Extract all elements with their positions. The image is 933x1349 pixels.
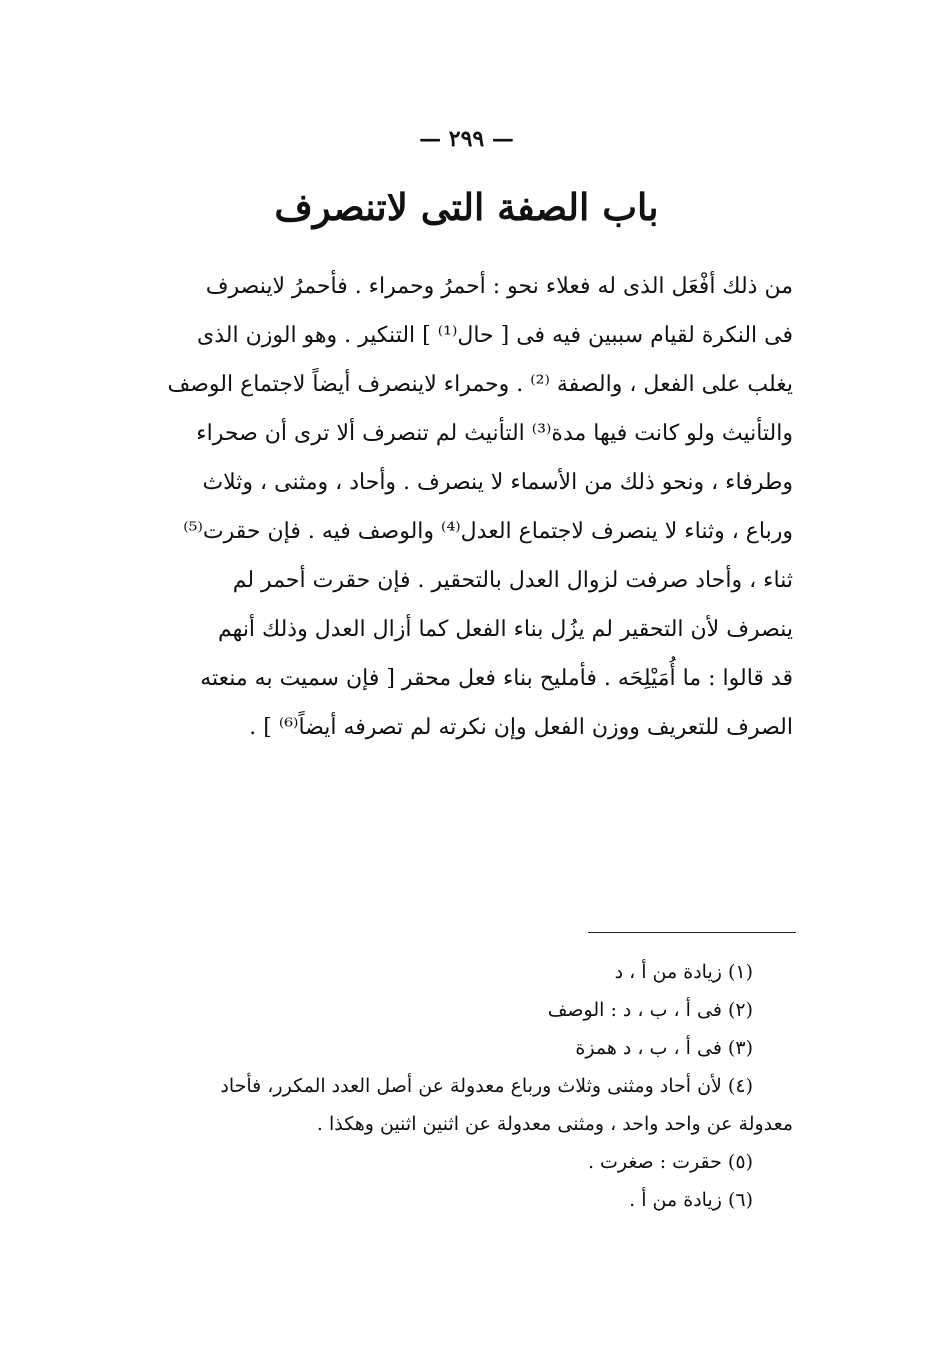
footnote-6: (٦) زيادة من أ . bbox=[629, 1189, 753, 1211]
footnote-2: (٢) فى أ ، ب ، د : الوصف bbox=[547, 999, 753, 1021]
text-line: ثناء ، وأحاد صرفت لزوال العدل بالتحقير . فإن حقرت أحمر لم bbox=[232, 568, 793, 593]
text-line: قد قالوا : ما أُمَيْلِحَه . فأمليح بناء فعل محقر [ فإن سميت به منعته bbox=[200, 666, 793, 691]
footnote-4: (٤) لأن أحاد ومثنى وثلاث ورباع معدولة عن أصل العدد المكرر، فأحاد bbox=[220, 1075, 753, 1097]
footnote-5: (٥) حقرت : صغرت . bbox=[587, 1151, 753, 1173]
text-line: فى النكرة لقيام سببين فيه فى [ حال⁽¹⁾ ] التنكير . وهو الوزن الذى bbox=[197, 323, 793, 348]
text-line: والتأنيث ولو كانت فيها مدة⁽³⁾ التأنيث لم تنصرف ألا ترى أن صحراء bbox=[196, 421, 793, 446]
text-line: الصرف للتعريف ووزن الفعل وإن نكرته لم تصرفه أيضاً⁽⁶⁾ ] . bbox=[249, 715, 793, 740]
text-line: من ذلك أفْعَل الذى له فعلاء نحو : أحمرُ وحمراء . فأحمرُ لاينصرف bbox=[205, 274, 793, 299]
footnotes bbox=[120, 953, 793, 1219]
footnote-3: (٣) فى أ ، ب ، د همزة bbox=[575, 1037, 753, 1059]
text-line: ينصرف لأن التحقير لم يزُل بناء الفعل كما أزال العدل وذلك أنهم bbox=[218, 617, 793, 642]
page-number: — ٢٩٩ — bbox=[419, 126, 514, 152]
text-line: ورباع ، وثناء لا ينصرف لاجتماع العدل⁽⁴⁾ والوصف فيه . فإن حقرت⁽⁵⁾ bbox=[183, 519, 793, 544]
footnote-1: (١) زيادة من أ ، د bbox=[614, 961, 753, 983]
footnote-divider bbox=[588, 932, 796, 933]
footnote-4-continuation: معدولة عن واحد واحد ، ومثنى معدولة عن اثنين اثنين وهكذا . bbox=[316, 1113, 793, 1135]
main-text bbox=[135, 262, 793, 752]
chapter-title: باب الصفة التى لاتنصرف bbox=[274, 185, 659, 229]
text-line: وطرفاء ، ونحو ذلك من الأسماء لا ينصرف . وأحاد ، ومثنى ، وثلاث bbox=[202, 470, 793, 495]
text-line: يغلب على الفعل ، والصفة ⁽²⁾ . وحمراء لاينصرف أيضاً لاجتماع الوصف bbox=[167, 372, 793, 397]
